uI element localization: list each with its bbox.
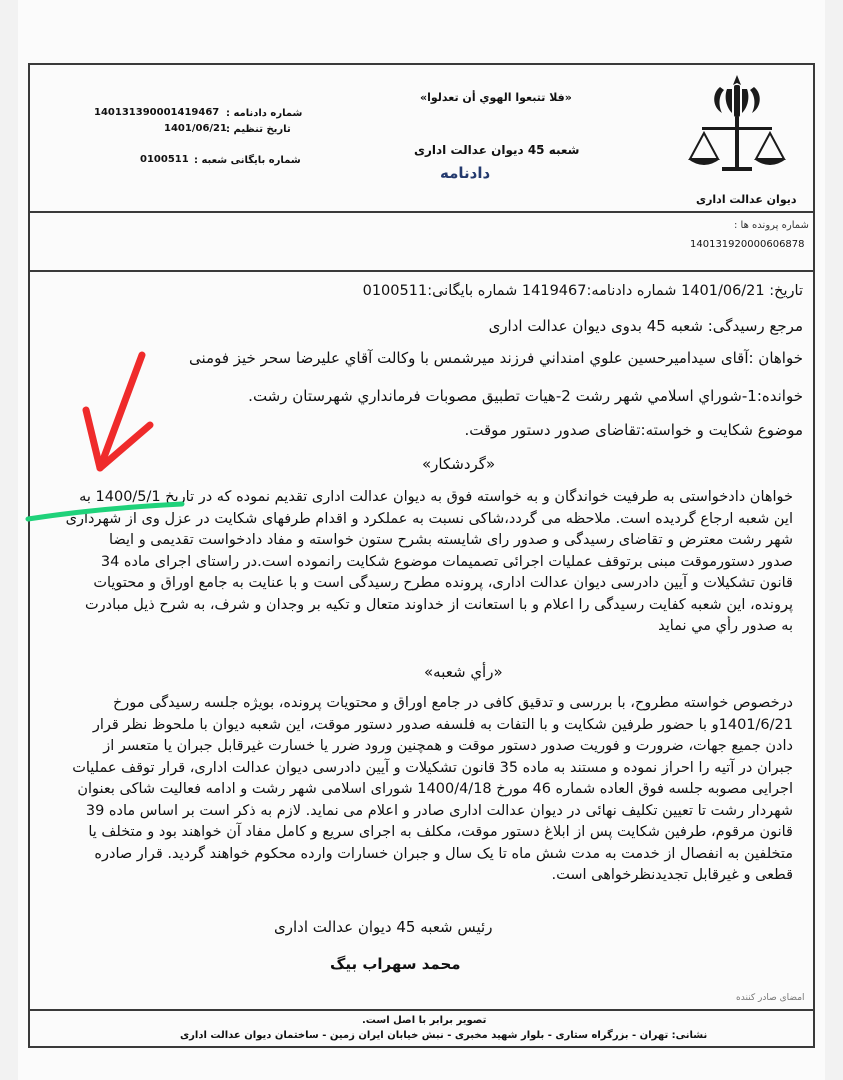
report-line: پرونده، این شعبه کفایت رسیدگی را اعلام و با استعانت از خداوند متعال و تکیه بر وجدان و شرف، به شرح ذیل مبادرت (84, 596, 793, 613)
ruling-line: قطعی و غیرقابل تجدیدنظرخواهی است. (551, 867, 793, 883)
ruling-line: متخلفین به انفصال از خدمت به مدت شش ماه تا یک سال و جبران خسارات وارده محکوم خواهند گردید. قرار صادره (94, 845, 793, 862)
address-line: نشانی: تهران - بزرگراه ستاری - بلوار شهید مخبری - نبش خیابان ایران زمین - ساختمان دیوان عدالت اداری (180, 1030, 708, 1041)
signer-name: محمد سهراب بیگ (330, 955, 461, 973)
ruling-title: «رأي شعبه» (424, 663, 503, 681)
report-line: خواهان دادخواستی به طرفیت خواندگان و به خواسته فوق به دیوان عدالت اداری تقدیم نموده که در تاریخ 1400/5/1 به (79, 489, 793, 505)
signer-title: رئیس شعبه 45 دیوان عدالت اداری (274, 918, 493, 936)
ruling-line: قانون مرقوم، طرفین شکایت پس از ابلاغ دستور موقت، مکلف به اجرای سریع و کامل مفاد آن خواهند بود و متخلف یا (88, 824, 793, 840)
plaintiff-line: خواهان :آقای سیدامیرحسین علوي امنداني فرزند میرشمس با وکالت آقاي علیرضا سحر خیز فومنی (189, 349, 803, 367)
ruling-line: 1401/6/21و با حضور طرفین شکایت و با التفات به فلسفه صدور دستور موقت، این شعبه دیوان با ملحوظ نظر قرار (92, 716, 793, 733)
branch-archive-label: شماره بایگانی شعبه : (194, 155, 301, 166)
reference-line: مرجع رسیدگی: شعبه 45 بدوی دیوان عدالت اداری (488, 317, 803, 335)
motto-text: «فلا تتبعوا الهوي أن تعدلوا» (420, 91, 572, 104)
issue-date-label: تاریخ تنظیم : (226, 124, 291, 135)
report-line: صدور دستورموقت مبنی برتوقف عملیات اجرائی تصمیمات موضوع شکایت رانموده است.در راستای اجرای ماده 34 (100, 553, 793, 570)
case-files-label: شماره پرونده ها : (734, 220, 809, 231)
emblem-caption: دیوان عدالت اداری (696, 193, 797, 206)
document-type-title: دادنامه (440, 164, 491, 182)
report-line: شهر رشت معترض و تقاضای رسیدگی و صدور رای شایسته بشرح ستون خواسته و مفاد دادخواست تقدیمی و ایضا (109, 532, 793, 548)
issuer-signature-label: امضای صادر کننده (736, 993, 805, 1003)
ruling-line: شهردار رشت تا تعیین تکلیف نهائی در دیوان عدالت اداری صادر و اعلام می نماید. لازم به ذکر است بر اساس ماده 39 (85, 802, 793, 819)
date-number-line: تاریخ: 1401/06/21 شماره دادنامه:1419467 شماره بایگانی:0100511 (362, 283, 803, 299)
verdict-number: 140131390001419467 (94, 107, 220, 118)
ruling-line: اجرایی مصوبه جلسه فوق العاده شماره 46 مورخ 1400/4/18 شورای اسلامی شهر رشت و ادامه فعالیت شاکی بعنوان (77, 781, 793, 797)
report-line: قانون تشکیلات و آیین دادرسی دیوان عدالت اداری، پرونده مطرح رسیدگی است و با عنایت به جامع اوراق و محتویات (93, 575, 793, 591)
report-line: به صدور رأي مي نمايد (658, 618, 793, 634)
branch-archive-number: 0100511 (140, 154, 189, 165)
case-files-number: 140131920000606878 (690, 239, 805, 250)
defendant-line: خوانده:1-شوراي اسلامي شهر رشت 2-هیات تطبیق مصوبات فرمانداري شهرستان رشت. (248, 387, 803, 405)
report-title: «گردشکار» (422, 455, 496, 473)
ruling-line: دادن جمیع جهات، ضرورت و فوریت صدور دستور موقت و همچنین ورود ضرر یا خسارت غیرقابل جبران یا متعسر از (103, 738, 793, 754)
certified-copy-note: تصویر برابر با اصل است. (362, 1015, 487, 1026)
subject-line: موضوع شکایت و خواسته:تقاضای صدور دستور موقت. (464, 421, 803, 439)
ruling-line: درخصوص خواسته مطروح، با بررسی و تدقیق کافی در جامع اوراق و محتویات پرونده، بویژه جلسه رسیدگی مورخ (112, 695, 793, 711)
report-line: این شعبه ارجاع گردیده است. ملاحظه می گردد،شاکی نسبت به عملکرد و اقدام طرفهای شکایت در عزل وی از شهرداری (65, 510, 793, 527)
ruling-line: جبران در آتیه را احراز نموده و مستند به ماده 35 قانون تشکیلات و آیین دادرسی دیوان عدالت اداری، قرار توقف عملیات (72, 759, 793, 776)
verdict-number-label: شماره دادنامه : (226, 108, 303, 119)
issue-date: 1401/06/21 (164, 123, 227, 134)
branch-title: شعبه 45 دیوان عدالت اداری (414, 143, 580, 157)
